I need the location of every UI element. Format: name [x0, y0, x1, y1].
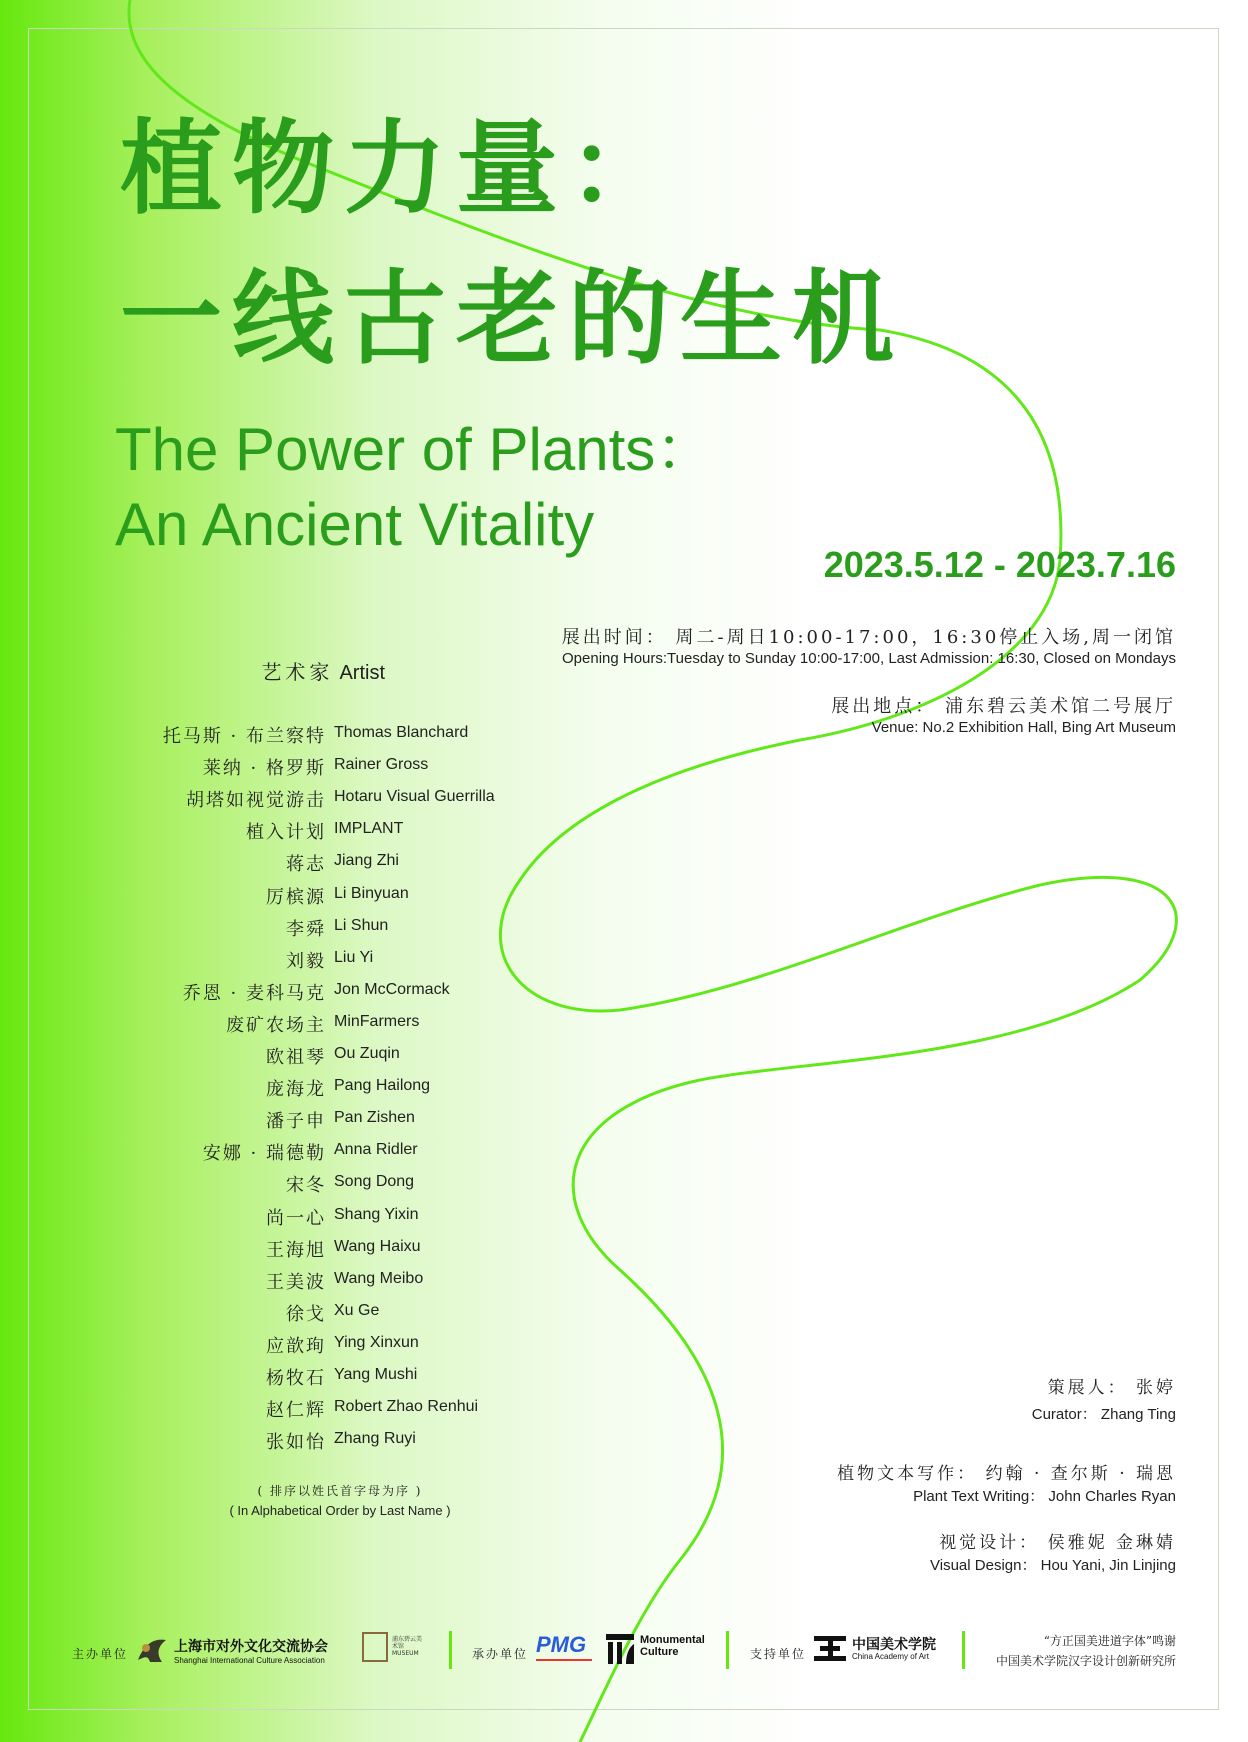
artist-row — [0, 979, 700, 1007]
title-cn-line1: 植物力量： — [120, 109, 680, 229]
artist-row — [0, 1075, 700, 1103]
host-logo-en: Shanghai International Culture Association — [174, 1656, 325, 1665]
artist-name-cn: 赵仁辉 — [266, 1400, 326, 1422]
caa-logo-cn: 中国美术学院 — [852, 1637, 936, 1653]
museum-logo — [362, 1632, 422, 1668]
artist-row — [0, 1043, 700, 1071]
museum-logo-text: 浦东碧云美术馆 MUSEUM — [392, 1636, 423, 1657]
museum-emblem-icon — [362, 1632, 388, 1662]
artist-name-cn: 杨牧石 — [266, 1368, 326, 1389]
artist-row — [0, 883, 700, 911]
artist-name-cn: 宋冬 — [286, 1175, 326, 1197]
venue-cn: 展出地点： 浦东碧云美术馆二号展厅 — [831, 696, 1176, 717]
artist-name-cn: 李舜 — [286, 918, 326, 940]
artist-row — [0, 1139, 700, 1167]
opening-hours-en: Opening Hours:Tuesday to Sunday 10:00-17:00, Last Admission: 16:30, Closed on Mondays — [562, 650, 1176, 667]
monumental-logo — [606, 1634, 705, 1668]
artists-heading — [0, 656, 385, 685]
artist-name-en: Xu Ge — [334, 1301, 380, 1319]
artist-name-en: Hotaru Visual Guerrilla — [334, 788, 495, 806]
pmg-logo — [536, 1634, 592, 1661]
curator-cn: 策展人： 张婷 — [1047, 1378, 1176, 1398]
artist-row — [0, 1236, 700, 1264]
artist-row — [0, 1107, 700, 1135]
artist-name-cn: 应歆珣 — [266, 1335, 326, 1357]
artist-row — [0, 1396, 700, 1424]
artist-row — [0, 1204, 700, 1232]
artist-row — [0, 915, 700, 943]
artist-name-en: Ou Zuqin — [334, 1045, 400, 1062]
artist-row — [0, 1268, 700, 1296]
artist-name-en: Yang Mushi — [334, 1366, 418, 1383]
artist-name-cn: 尚一心 — [266, 1207, 326, 1229]
artist-row — [0, 722, 700, 750]
pmg-logo-underline — [536, 1659, 592, 1661]
artist-name-en: MinFarmers — [334, 1012, 420, 1030]
host-label: 主办单位 — [72, 1647, 129, 1661]
artist-row — [0, 818, 700, 846]
title-en-line2: An Ancient Vitality — [115, 491, 595, 558]
artist-name-en: Wang Haixu — [334, 1237, 421, 1255]
artist-name-cn: 乔恩 · 麦科马克 — [182, 982, 326, 1004]
order-note-en: ( In Alphabetical Order by Last Name ) — [229, 1503, 451, 1518]
artist-row — [0, 947, 700, 975]
artist-name-cn: 莱纳 · 格罗斯 — [202, 758, 326, 780]
curator-en: Curator： Zhang Ting — [1031, 1406, 1176, 1423]
artist-row — [0, 1171, 700, 1199]
artist-name-cn: 王海旭 — [266, 1239, 326, 1261]
monumental-emblem-icon — [606, 1634, 634, 1664]
host-emblem-icon — [136, 1634, 168, 1666]
organizer-label: 承办单位 — [472, 1647, 529, 1661]
footer-divider — [726, 1631, 729, 1669]
artist-name-cn: 潘子申 — [266, 1111, 326, 1133]
plant-text-writing-en: Plant Text Writing： John Charles Ryan — [913, 1488, 1176, 1505]
artist-row — [0, 1300, 700, 1328]
artist-name-cn: 欧祖琴 — [266, 1047, 326, 1068]
font-thanks-line1: “方正国美进道字体”鸣谢 — [1043, 1634, 1176, 1648]
artist-row — [0, 1011, 700, 1039]
visual-design-en: Visual Design： Hou Yani, Jin Linjing — [930, 1557, 1176, 1574]
artist-name-en: Anna Ridler — [334, 1141, 418, 1159]
artist-name-cn: 刘毅 — [286, 950, 326, 972]
artist-name-en: Pang Hailong — [334, 1077, 431, 1095]
monumental-logo-text: Monumental Culture — [640, 1634, 705, 1658]
pmg-logo-text: PMG — [536, 1632, 587, 1657]
footer-divider — [962, 1631, 965, 1669]
venue-en: Venue: No.2 Exhibition Hall, Bing Art Museum — [871, 719, 1176, 736]
artist-name-en: Robert Zhao Renhui — [334, 1398, 479, 1416]
artist-name-cn: 王美波 — [266, 1271, 326, 1293]
order-note-cn: ( 排序以姓氏首字母为序 ) — [257, 1484, 423, 1498]
artist-name-cn: 安娜 · 瑞德勒 — [202, 1143, 326, 1165]
artist-row — [0, 850, 700, 878]
artist-name-en: Li Binyuan — [334, 884, 409, 902]
caa-emblem-icon — [814, 1634, 846, 1664]
artist-row — [0, 1332, 700, 1360]
plant-text-writing-cn: 植物文本写作： 约翰 · 查尔斯 · 瑞恩 — [837, 1464, 1176, 1484]
exhibition-dates: 2023.5.12 - 2023.7.16 — [823, 544, 1176, 585]
artist-name-en: Shang Yixin — [334, 1205, 419, 1223]
host-logo-cn: 上海市对外文化交流协会 — [174, 1639, 328, 1655]
artist-name-en: Jon McCormack — [334, 980, 450, 998]
artist-name-en: Ying Xinxun — [334, 1333, 419, 1351]
artist-row — [0, 1428, 700, 1456]
artist-name-en: Pan Zishen — [334, 1109, 415, 1127]
support-label: 支持单位 — [750, 1647, 807, 1661]
artist-name-cn: 废矿农场主 — [226, 1014, 326, 1036]
artist-row — [0, 754, 700, 782]
title-en-line1: The Power of Plants： — [115, 416, 716, 483]
title-cn-line2: 一线古老的生机 — [120, 259, 904, 379]
artist-name-cn: 徐戈 — [286, 1303, 326, 1325]
artist-name-en: Liu Yi — [334, 948, 374, 966]
artist-name-en: Rainer Gross — [334, 756, 429, 774]
artist-name-en: Li Shun — [334, 916, 389, 934]
artists-heading-cn: 艺术家 — [261, 660, 334, 684]
caa-logo — [814, 1634, 936, 1668]
artist-name-en: Zhang Ruyi — [334, 1430, 416, 1448]
footer-divider — [449, 1631, 452, 1669]
visual-design-cn: 视觉设计： 侯雅妮 金琳婧 — [939, 1533, 1176, 1553]
artist-name-cn: 蒋志 — [286, 854, 326, 876]
artist-name-en: Wang Meibo — [334, 1269, 424, 1287]
host-logo — [136, 1634, 328, 1670]
artist-name-en: Jiang Zhi — [334, 852, 399, 870]
artist-name-en: Thomas Blanchard — [334, 724, 469, 741]
artist-row — [0, 1364, 700, 1392]
artists-heading-en: Artist — [339, 662, 385, 684]
artist-name-cn: 植入计划 — [246, 822, 326, 844]
artist-name-cn: 张如怡 — [266, 1432, 326, 1454]
artist-row — [0, 786, 700, 814]
opening-hours-cn: 展出时间： 周二-周日10:00-17:00，16:30停止入场,周一闭馆 — [561, 627, 1176, 648]
artist-name-en: IMPLANT — [334, 820, 404, 838]
artist-name-en: Song Dong — [334, 1173, 415, 1191]
artist-name-cn: 厉槟源 — [266, 886, 326, 908]
caa-logo-en: China Academy of Art — [852, 1652, 929, 1661]
footer-sponsors — [0, 1628, 1248, 1678]
font-thanks-line2: 中国美术学院汉字设计创新研究所 — [995, 1654, 1176, 1668]
artist-name-cn: 胡塔如视觉游击 — [186, 790, 326, 812]
artist-name-cn: 庞海龙 — [266, 1079, 326, 1101]
artist-name-cn: 托马斯 · 布兰察特 — [162, 726, 326, 747]
